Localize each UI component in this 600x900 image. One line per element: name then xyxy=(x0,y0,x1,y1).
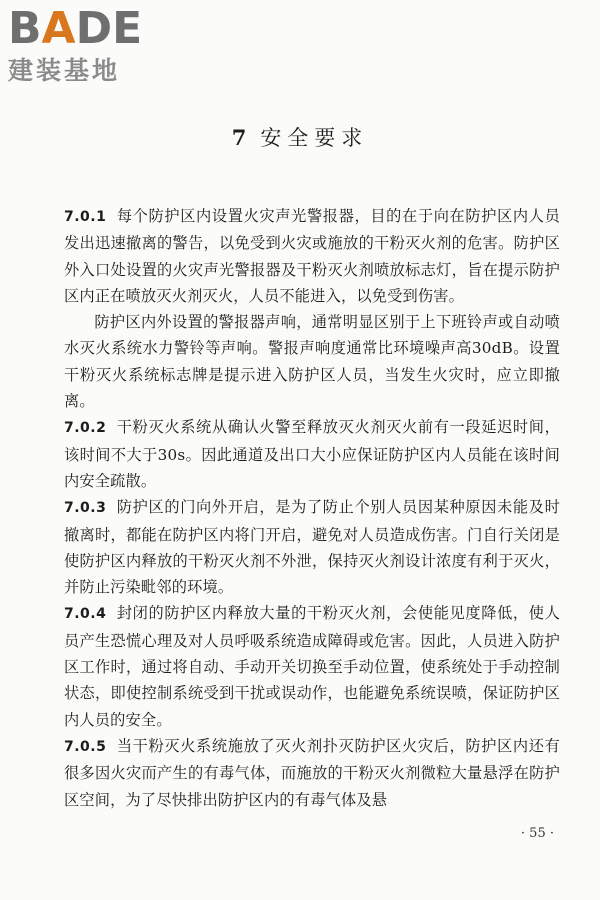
clause-number: 7.0.1 xyxy=(64,209,107,225)
logo-wordmark xyxy=(8,3,178,54)
clause-number: 7.0.5 xyxy=(64,738,107,755)
chapter-title-text: 安全要求 xyxy=(260,126,369,150)
chapter-number: 7 xyxy=(231,125,247,150)
paragraph-7-0-4 xyxy=(64,600,560,732)
paragraph-text: 防护区的门向外开启，是为了防止个别人员因某种原因未能及时撤离时，都能在防护区内将门开启，避免对人员造成伤害。门自行关闭是使防护区内释放的干粉灭火剂不外泄，保持灭火剂设计浓度有利于灭火，并防止污染毗邻的环境。 xyxy=(64,498,560,597)
logo-subtitle: 建装基地 xyxy=(8,56,121,85)
paragraph-7-0-2 xyxy=(64,414,560,494)
paragraph-text: 每个防护区内设置火灾声光警报器，目的在于向在防护区内人员发出迅速撤离的警告，以免受到火灾或施放的干粉灭火剂的危害。防护区外入口处设置的火灾声光警报器及干粉灭火剂喷放标志灯，旨在提示防护区内正在喷放灭火剂灭火，人员不能进入，以免受到伤害。 xyxy=(64,207,560,305)
paragraph-7-0-1 xyxy=(64,203,560,309)
body-text xyxy=(64,203,560,813)
paragraph-text: 干粉灭火系统从确认火警至释放灭火剂灭火前有一段延迟时间，该时间不大于30s。因此通道及出口大小应保证防护区内人员能在该时间内安全疏散。 xyxy=(64,418,560,490)
paragraph-text: 封闭的防护区内释放大量的干粉灭火剂，会使能见度降低，使人员产生恐慌心理及对人员呼吸系统造成障碍或危害。因此，人员进入防护区工作时，通过将自动、手动开关切换至手动位置，使系统处于手动控制状态，即使控制系统受到干扰或误动作，也能避免系统误喷，保证防护区内人员的安全。 xyxy=(64,604,560,729)
logo-letters-de: DE xyxy=(75,3,143,54)
clause-number: 7.0.4 xyxy=(64,606,107,623)
clause-number: 7.0.2 xyxy=(64,420,107,437)
paragraph-7-0-1-continued xyxy=(64,309,560,414)
logo-letter-b: B xyxy=(8,3,42,54)
clause-number: 7.0.3 xyxy=(64,500,107,517)
paragraph-7-0-3 xyxy=(64,494,560,600)
paragraph-text: 当干粉灭火系统施放了灭火剂扑灭防护区火灾后，防护区内还有很多因火灾而产生的有毒气体，而施放的干粉灭火剂微粒大量悬浮在防护区空间，为了尽快排出防护区内的有毒气体及悬 xyxy=(64,736,560,809)
paragraph-text: 防护区内外设置的警报器声响，通常明显区别于上下班铃声或自动喷水灭火系统水力警铃等声响。警报声响度通常比环境噪声高30dB。设置干粉灭火系统标志牌是提示进入防护区人员，当发生火灾时，应立即撤离。 xyxy=(64,313,560,411)
paragraph-7-0-5 xyxy=(64,733,560,813)
logo-letter-a: A xyxy=(41,3,76,54)
chapter-title xyxy=(0,122,600,152)
page-number: · 55 · xyxy=(520,826,554,841)
logo xyxy=(8,3,178,86)
